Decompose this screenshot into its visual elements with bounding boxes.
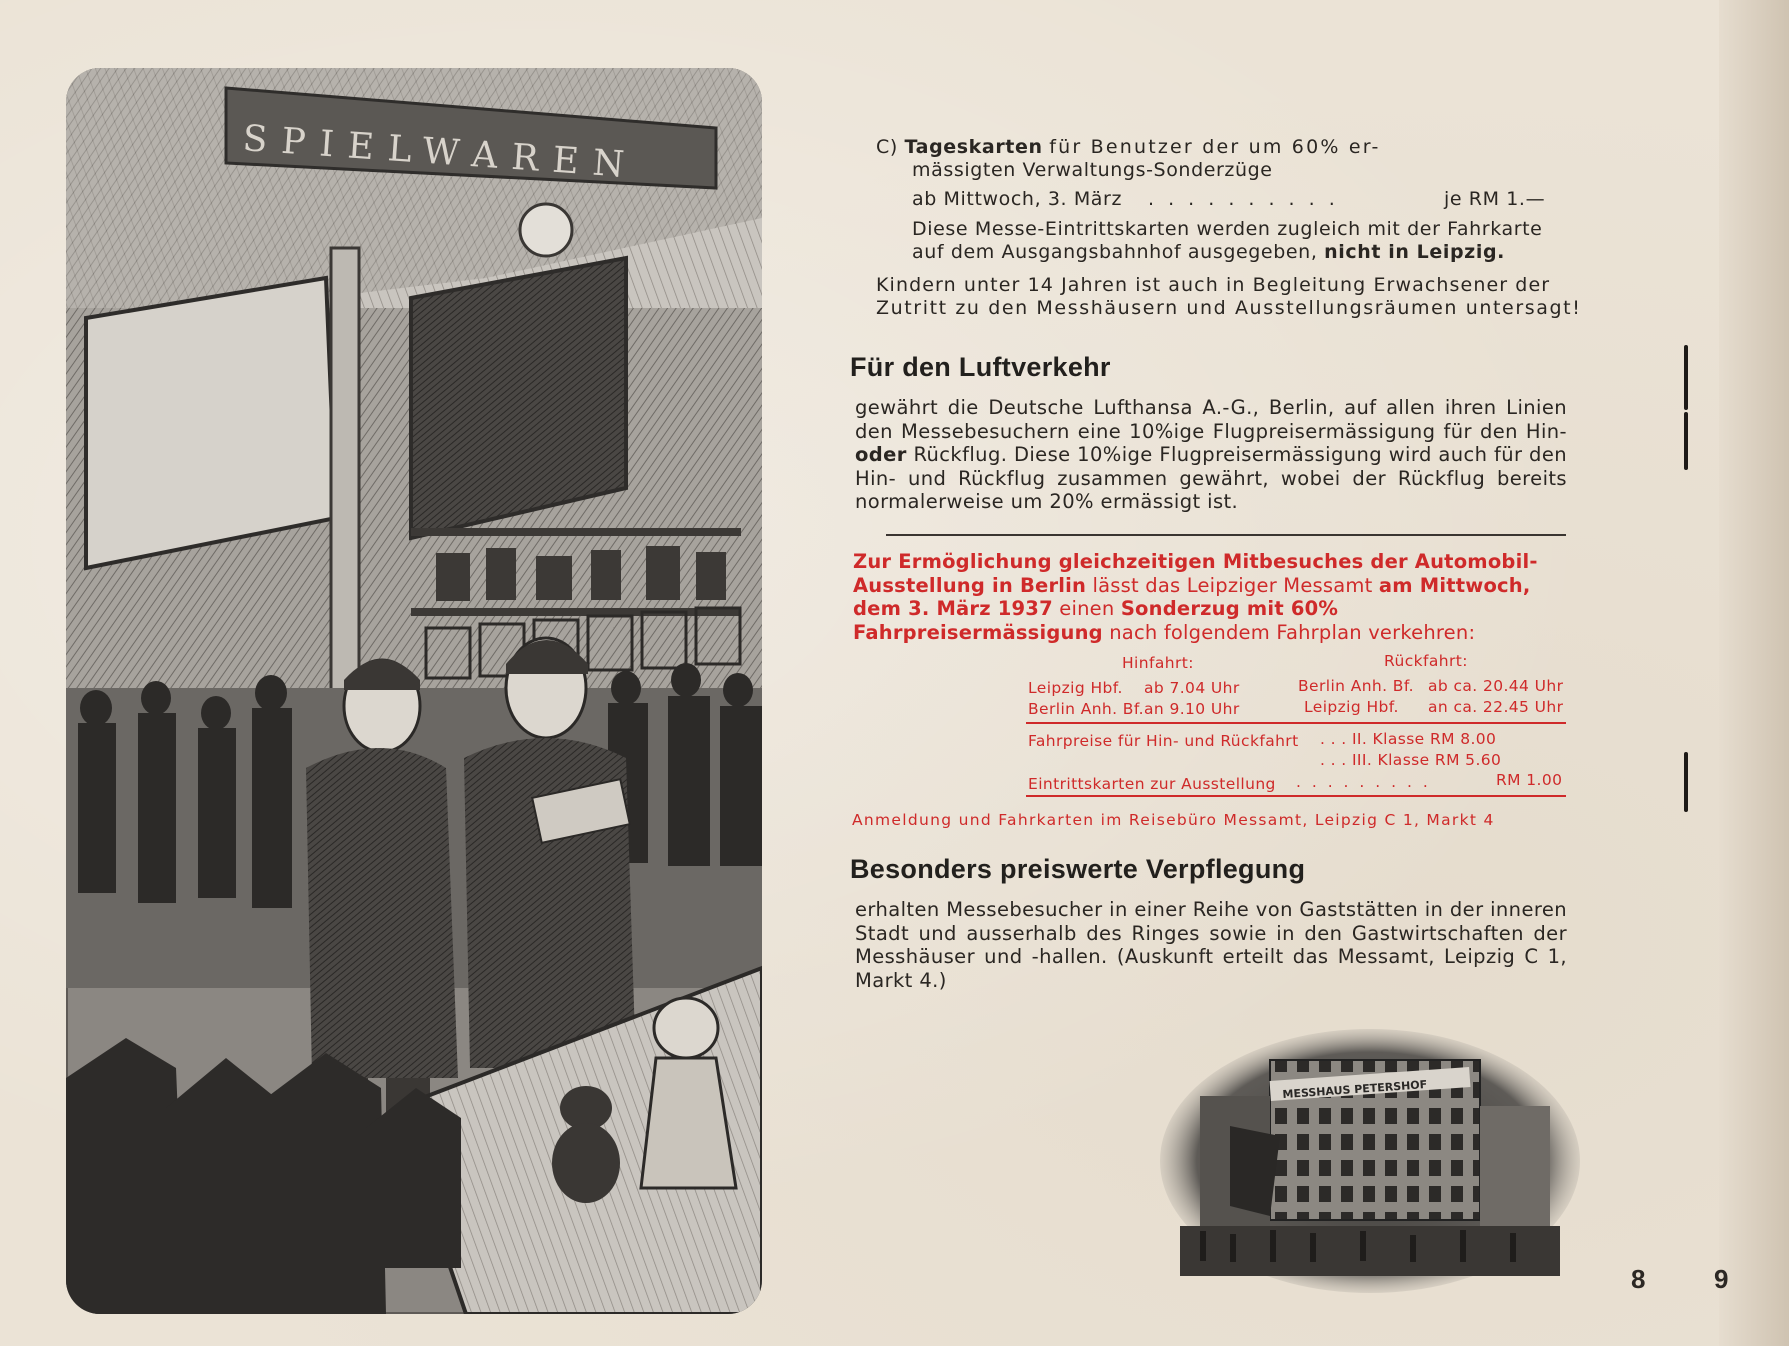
special-train-intro: Zur Ermöglichung gleichzeitigen Mitbesuches der Automobil-Ausstellung in Berlin (853, 550, 1538, 597)
admission-price: RM 1.00 (1496, 771, 1563, 789)
luftverkehr-paragraph (855, 396, 1567, 514)
fares-label: Fahrpreise für Hin- und Rückfahrt (1028, 732, 1299, 750)
binding-stitch (1684, 752, 1688, 812)
binding-stitch (1684, 345, 1688, 410)
special-train-date: am Mittwoch, dem 3. März 1937 (853, 573, 1531, 620)
children-notice-line1: Kindern unter 14 Jahren ist auch in Begleitung Erwachsener der (876, 274, 1551, 296)
return-header: Rückfahrt: (1384, 652, 1468, 670)
timetable-rule (1026, 795, 1566, 797)
timetable-station: Berlin Anh. Bf. (1298, 677, 1414, 695)
shop-sign-text: SPIELWAREN (241, 118, 640, 187)
verpflegung-heading: Besonders preiswerte Verpflegung (850, 854, 1306, 884)
special-train-text: nach folgendem Fahrplan verkehren: (1109, 620, 1476, 644)
note-text: auf dem Ausgangsbahnhof ausgegeben, (912, 241, 1318, 263)
section-c-line1 (876, 136, 1381, 158)
section-divider (886, 534, 1566, 536)
page-number-left: 8 (1631, 1264, 1646, 1294)
luftverkehr-oder: oder (855, 443, 907, 466)
section-c-price: je RM 1.— (1444, 188, 1546, 210)
section-c-line2: mässigten Verwaltungs-Sonderzüge (912, 159, 1273, 181)
special-train-offer: Sonderzug mit 60% Fahrpreisermässigung (853, 597, 1339, 644)
leader-dots: . . . . . . . . . (1296, 773, 1431, 791)
special-train-text: einen (1059, 597, 1115, 620)
special-train-text: lässt das Leipziger Messamt (1092, 573, 1373, 597)
children-notice-line2: Zutritt zu den Messhäusern und Ausstellungsräumen untersagt! (876, 297, 1582, 319)
section-c-note-line2 (912, 241, 1505, 263)
timetable-time: an ca. 22.45 Uhr (1428, 698, 1564, 716)
section-c-date: ab Mittwoch, 3. März (912, 188, 1123, 210)
timetable-time: ab ca. 20.44 Uhr (1428, 677, 1564, 695)
binding-stitch (1684, 412, 1688, 470)
registration-note: Anmeldung und Fahrkarten im Reisebüro Messamt, Leipzig C 1, Markt 4 (852, 811, 1495, 829)
timetable-station: Leipzig Hbf. (1304, 698, 1399, 716)
section-c-label: C) (876, 136, 898, 158)
page-edge (1719, 0, 1789, 1346)
leader-dots: . . . . . . . . . . (1148, 188, 1339, 210)
section-c-text: für Benutzer der um 60% er- (1049, 136, 1381, 158)
luftverkehr-heading: Für den Luftverkehr (850, 352, 1111, 382)
outbound-header: Hinfahrt: (1122, 654, 1194, 672)
page-number-right: 9 (1714, 1264, 1729, 1294)
ceiling-lamp (520, 204, 572, 256)
timetable-time: an 9.10 Uhr (1144, 700, 1240, 718)
verpflegung-paragraph: erhalten Messebesucher in einer Reihe von Gaststätten in der inneren Stadt und ausserhalb des Ringes sowie in den Gastwirtschaften der Messhäuser und -hallen. (Auskunft erteilt das Messamt, Leipzig C 1, Markt 4.) (855, 898, 1567, 992)
toy-fair-illustration (66, 68, 762, 1314)
tageskarten-label: Tageskarten (904, 136, 1043, 158)
special-train-paragraph (853, 550, 1568, 644)
note-bold: nicht in Leipzig. (1324, 241, 1505, 263)
admission-label: Eintrittskarten zur Ausstellung (1028, 775, 1276, 793)
timetable-rule (1026, 722, 1566, 724)
luftverkehr-text-a: gewährt die Deutsche Lufthansa A.-G., Berlin, auf allen ihren Linien den Messebesuchern eine 10%ige Flugpreisermässigung für den Hin- (855, 396, 1567, 443)
luftverkehr-text-b: Rückflug. Diese 10%ige Flugpreisermässigung wird auch für den Hin- und Rückflug zusammen gewährt, wobei der Rückflug bereits normalerweise um 20% ermässigt ist. (855, 443, 1567, 513)
petershof-sign: MESSHAUS PETERSHOF (1282, 1078, 1428, 1102)
timetable-station: Berlin Anh. Bf. (1028, 700, 1144, 718)
section-c-note-line1: Diese Messe-Eintrittskarten werden zugleich mit der Fahrkarte (912, 218, 1543, 240)
fare-class-2: . . . II. Klasse RM 8.00 (1320, 730, 1497, 748)
timetable-time: ab 7.04 Uhr (1144, 679, 1240, 697)
fare-class-3: . . . III. Klasse RM 5.60 (1320, 751, 1502, 769)
petershof-vignette (1160, 1026, 1580, 1296)
timetable-station: Leipzig Hbf. (1028, 679, 1123, 697)
